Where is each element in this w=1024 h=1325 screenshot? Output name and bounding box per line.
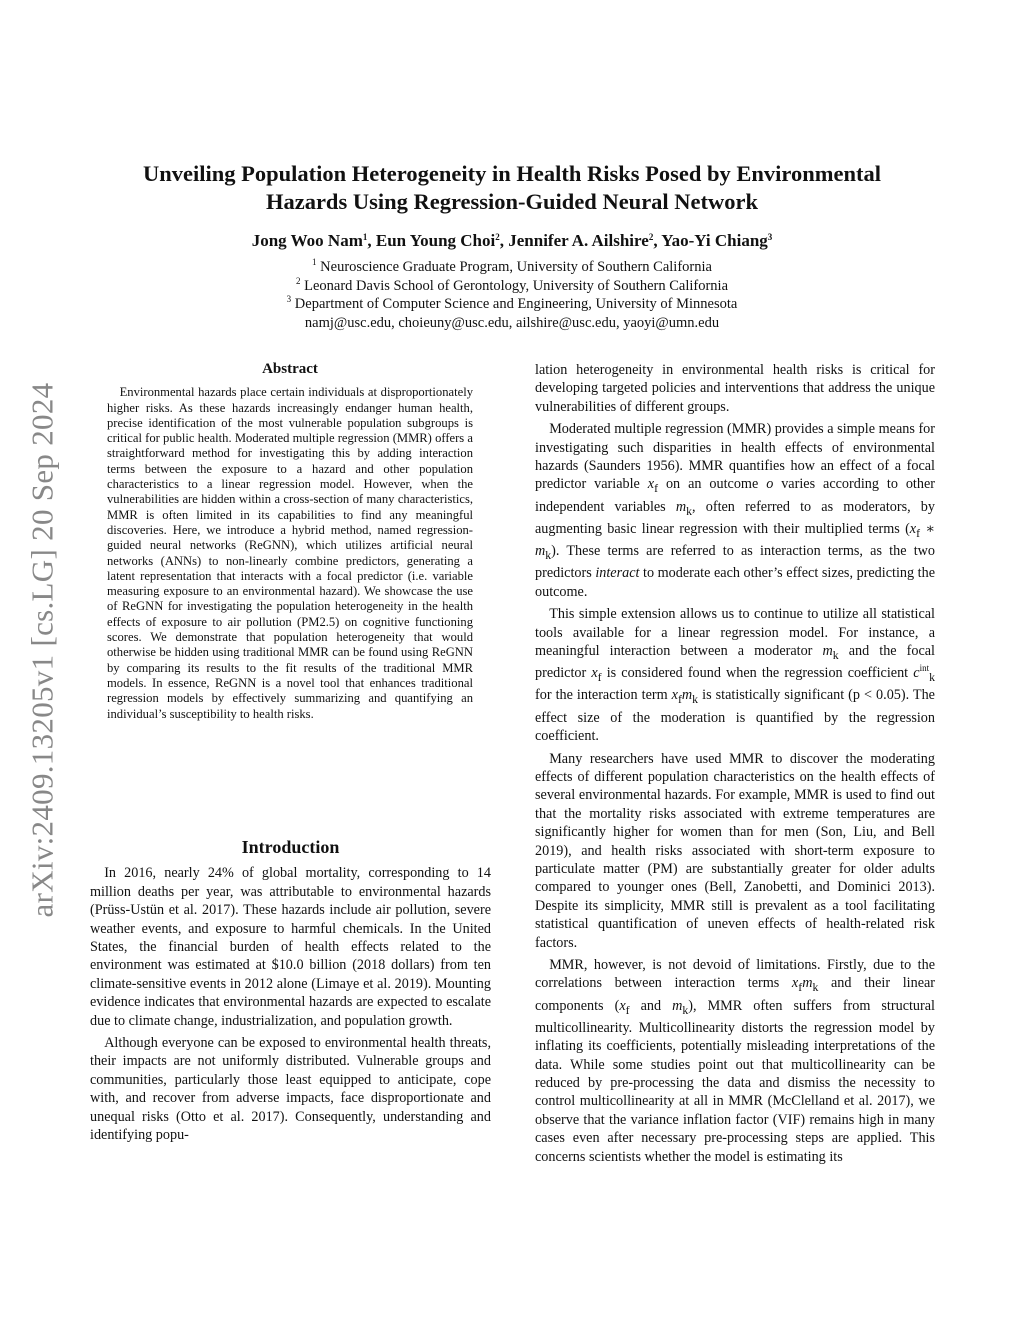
math-variable: x xyxy=(909,520,917,537)
affiliation-line xyxy=(100,277,924,296)
paragraph: In 2016, nearly 24% of global mortality, corresponding to 14 million deaths per year, was attributable to environmental hazards (Prüss-Ustün et al. 2017). These hazards include air pollution, severe weather events, and exposure to harmful chemicals. In the United States, the financial burden of health effects related to the environment was estimated at $10.0 billion (2018 dollars) from ten climate-sensitive events in 2012 alone (Limaye et al. 2019). Mounting evidence indicates that environmental hazards are expected to escalate due to climate change, industrialization, and population growth. xyxy=(90,865,491,1029)
math-variable: o xyxy=(766,476,774,493)
emphasis-text: interact xyxy=(595,565,640,582)
introduction-heading: Introduction xyxy=(241,837,340,857)
paper-title xyxy=(100,160,924,216)
title-line-1: Unveiling Population Heterogeneity in Health Risks Posed by Environmental xyxy=(143,161,881,186)
author-affil-marker: 2 xyxy=(648,232,654,242)
affiliation-line xyxy=(100,258,924,277)
arxiv-identifier-text: arXiv:2409.13205v1 [cs.LG] 20 Sep 2024 xyxy=(24,382,60,918)
paragraph: Moderated multiple regression (MMR) provides a simple means for investigating such disparities in health effects of environmental hazards (Saunders 1956). MMR quantifies how an effect of a focal predictor variable $x_f$ on an outcome o varies according to other independent variables $m_k$, often referred to as moderators, by augmenting basic linear regression with their multiplied terms ($x_f$ ∗ $m_k$). These terms are referred to as interaction terms, as the two predictors interact to moderate each other’s effect sizes, predicting the outcome. xyxy=(535,421,935,600)
math-variable: x xyxy=(591,665,598,682)
affiliation-line xyxy=(100,295,924,314)
author-emails: namj@usc.edu, choieuny@usc.edu, ailshire@usc.edu, yaoyi@umn.edu xyxy=(304,314,720,331)
right-column xyxy=(535,361,935,1170)
math-variable: x xyxy=(671,687,678,704)
paragraph: MMR, however, is not devoid of limitations. Firstly, due to the correlations between interaction terms $x_fm_k$ and their linear components ($x_f$ and $m_k$), MMR often suffers from structural multicollinearity. Multicollinearity distorts the regression model by inflating its coefficients, potentially misleading interpretations of the data. While some studies point out that multicollinearity can be reduced by pre-processing the data and dismiss the necessity to control multicollinearity at all in MMR (McClelland et al. 2017), we observe that the variance inflation factor (VIF) remains high in many cases even after necessary pre-processing steps are applied. This concerns scientists whether the model is estimating its xyxy=(535,956,936,1165)
author-affil-marker: 1 xyxy=(362,232,368,242)
title-line-2: Hazards Using Regression-Guided Neural Network xyxy=(265,189,759,214)
abstract-heading: Abstract xyxy=(262,361,318,377)
author-affil-marker: 3 xyxy=(767,232,773,242)
paragraph: Although everyone can be exposed to environmental health threats, their impacts are not uniformly distributed. Vulnerable groups and communities, particularly those least equipped to anticipate, cope with, and recover from adverse impacts, face disproportionate and unequal risks (Otto et al. 2017). Consequently, understanding and identifying popu- xyxy=(90,1035,491,1144)
paragraph: This simple extension allows us to continue to utilize all statistical tools available for a linear regression model. For instance, a meaningful interaction between a moderator $m_k$ and the focal predictor $x_f$ is considered found when the regression coefficient $c^{int}_k$ for the interaction term $x_fm_k$ is statistically significant (p < 0.05). The effect size of the moderation is quantified by the regression coefficient. xyxy=(535,606,935,745)
author-name: Yao-Yi Chiang xyxy=(661,231,768,250)
math-variable: m xyxy=(672,997,683,1014)
math-variable: m xyxy=(535,543,546,560)
author-separator: , xyxy=(499,231,509,250)
affiliation-text: Neuroscience Graduate Program, University of Southern California xyxy=(316,259,712,275)
author-affil-marker: 2 xyxy=(495,232,500,242)
math-variable: x xyxy=(619,997,626,1014)
math-variable: c xyxy=(913,665,920,682)
abstract-text: Environmental hazards place certain individuals at disproportionately higher risks. As these hazards increasingly endanger human health, precise identification of the most vulnerable population subgroups is critical for public health. Moderated multiple regression (MMR) offers a straightforward method for investigating this by adding interaction terms between the exposure to a hazard and other population characteristics to a linear regression model. However, when the vulnerabilities are hidden within a cross-section of many characteristics, MMR is often limited in its capabilities to find any meaningful discoveries. Here, we introduce a hybrid method, named regression-guided neural networks (ReGNN), which utilizes artificial neural networks (ANNs) to non-linearly combine predictors, generating a latent representation that interacts with a focal predictor (i.e. variable measuring exposure to an environmental hazard). We showcase the use of ReGNN for investigating the population heterogeneity in the health effects of exposure to air pollution (PM2.5) on cognitive functioning scores. We demonstrate that population heterogeneity that would otherwise be hidden using traditional MMR can be found using ReGNN by comparing its results to the fit results of the traditional MMR models. In essence, ReGNN is a novel tool that enhances traditional regression models by effectively summarizing and quantifying an individual’s susceptibility to health risks. xyxy=(107,385,473,721)
math-variable: m xyxy=(822,643,833,659)
author-list xyxy=(100,229,924,253)
affiliation-marker: 1 xyxy=(312,257,317,267)
paragraph: lation heterogeneity in environmental health risks is critical for developing targeted policies and interventions that address the unique vulnerabilities of different groups. xyxy=(535,362,935,415)
math-variable: x xyxy=(791,975,799,992)
author-name: Jong Woo Nam xyxy=(251,231,363,250)
affiliations xyxy=(100,258,924,332)
affiliation-text: Department of Computer Science and Engineering, University of Minnesota xyxy=(291,296,738,312)
affiliation-text: Leonard Davis School of Gerontology, University of Southern California xyxy=(300,277,729,294)
introduction-section xyxy=(90,838,491,1149)
math-variable: x xyxy=(647,476,655,493)
paragraph: Many researchers have used MMR to discover the moderating effects of different population characteristics on the health effects of several environmental hazards. For example, MMR is used to find out that the mortality risks associated with extreme temperatures are significantly higher for women than for men (Son, Liu, and Bell 2019), and health risks associated with short-term exposure to particulate matter (PM) are substantially greater for older adults compared to younger ones (Bell, Zanobetti, and Dominici 2013). Despite its simplicity, MMR still is prevalent as a tool facilitating statistical quantification of uneven effects of health-related risk factors. xyxy=(535,750,935,951)
abstract-section xyxy=(107,362,473,726)
math-variable: m xyxy=(802,975,813,992)
affiliation-marker: 2 xyxy=(295,275,301,286)
author-name: Eun Young Choi xyxy=(375,231,496,250)
math-variable: m xyxy=(681,687,693,704)
author-separator: , xyxy=(653,231,662,250)
math-variable: m xyxy=(675,498,687,515)
arxiv-identifier-stamp xyxy=(12,355,72,945)
author-separator: , xyxy=(367,231,376,250)
affiliation-marker: 3 xyxy=(286,294,292,304)
author-name: Jennifer A. Ailshire xyxy=(508,231,649,250)
